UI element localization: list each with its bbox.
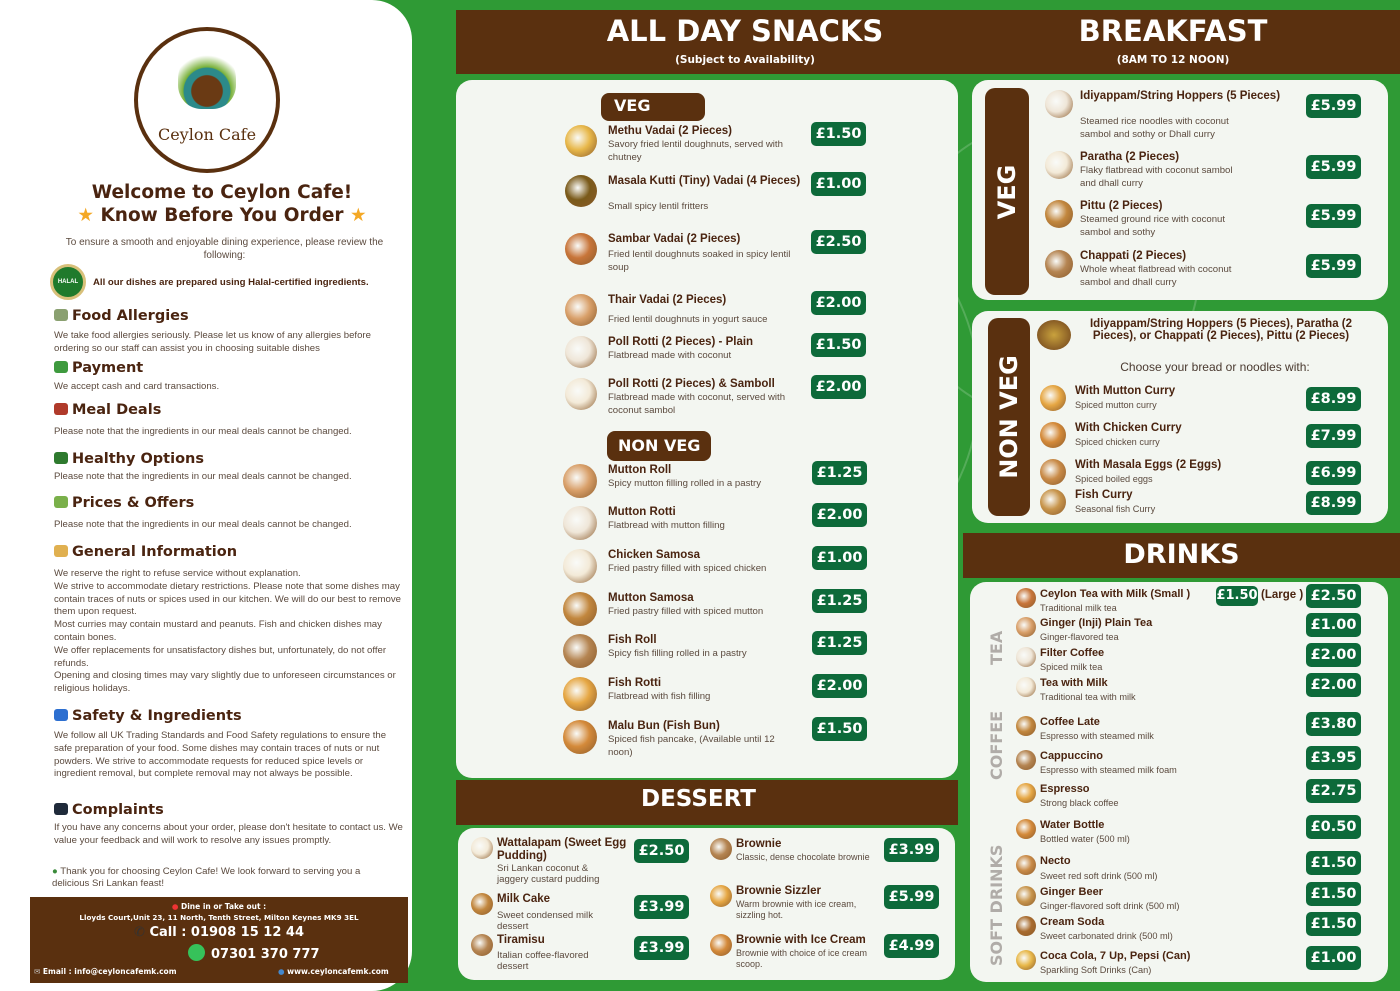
- price-badge: £1.25: [812, 461, 867, 485]
- snacks-nonveg-label: NON VEG: [607, 431, 711, 461]
- item-description: Spicy fish filling rolled in a pastry: [608, 648, 747, 659]
- item-description: Steamed rice noodles with coconut sambol and sothy or Dhall curry: [1080, 116, 1229, 140]
- milk-cake-icon: [471, 893, 493, 915]
- ginger-beer-icon: [1016, 886, 1036, 906]
- item-name: Brownie: [736, 838, 782, 850]
- breakfast-nonveg-label-text: NON VEG: [995, 355, 1023, 479]
- item-description: Flatbread with fish filling: [608, 691, 711, 702]
- pittu-2-pieces-icon: [1045, 200, 1073, 228]
- item-description: Spiced chicken curry: [1075, 437, 1160, 447]
- price-badge: £7.99: [1306, 424, 1361, 448]
- item-description: Warm brownie with ice cream, sizzling hot.: [736, 899, 857, 920]
- thanks-message: Thank you for choosing Ceylon Cafe! We look forward to serving you a delicious Sri Lankan feast!: [52, 866, 361, 889]
- whatsapp-number[interactable]: 07301 370 777: [211, 947, 320, 962]
- item-description: Savory fried lentil doughnuts, served with chutney: [608, 139, 783, 163]
- item-name: Coca Cola, 7 Up, Pepsi (Can): [1040, 950, 1191, 962]
- item-name: Milk Cake: [497, 893, 551, 905]
- item-name: Fish Curry: [1075, 489, 1133, 501]
- price-badge: £5.99: [1306, 254, 1361, 278]
- info-heading-text: Food Allergies: [72, 308, 189, 324]
- halal-icon: [50, 264, 86, 300]
- info-text: If you have any concerns about your order, please don't hesitate to contact us. We value your feedback and will work to resolve any issues promptly.: [54, 822, 403, 846]
- with-chicken-curry-icon: [1040, 422, 1066, 448]
- item-description: Fried lentil doughnuts in yogurt sauce: [608, 314, 768, 325]
- chappati-2-pieces-icon: [1045, 250, 1073, 278]
- combo-plate-icon: [1037, 320, 1071, 350]
- info-heading-text: Payment: [72, 360, 144, 376]
- info-heading-payment: [54, 359, 143, 377]
- item-description: Brownie with choice of ice cream scoop.: [736, 948, 868, 969]
- info-heading-text: Safety & Ingredients: [72, 708, 242, 724]
- money-wings-icon: [54, 496, 68, 508]
- info-heading-meal-deals: [54, 401, 161, 419]
- tiramisu-icon: [471, 934, 493, 956]
- price-badge: £1.50: [1306, 882, 1361, 906]
- price-badge: £2.00: [812, 674, 867, 698]
- poll-rotti-2-pieces-plain-icon: [565, 336, 597, 368]
- price-badge: £5.99: [884, 885, 939, 909]
- info-heading-text: Meal Deals: [72, 402, 162, 418]
- price-badge: £2.00: [811, 375, 866, 399]
- item-description: Classic, dense chocolate brownie: [736, 852, 870, 862]
- mutton-samosa-icon: [563, 592, 597, 626]
- item-name: With Chicken Curry: [1075, 422, 1182, 434]
- item-name: Mutton Roll: [608, 464, 672, 476]
- price-badge: £1.50: [811, 333, 866, 357]
- fish-roll-icon: [563, 634, 597, 668]
- chicken-samosa-icon: [563, 549, 597, 583]
- item-name: Mutton Rotti: [608, 506, 676, 518]
- item-name: Tea with Milk: [1040, 677, 1108, 689]
- item-description: Fried lentil doughnuts soaked in spicy lentil soup: [608, 249, 791, 273]
- soft-drinks-group-label: SOFT DRINKS: [987, 844, 1006, 966]
- thanks-text: [52, 866, 397, 890]
- price-badge: £2.50: [634, 839, 689, 863]
- item-name: Idiyappam/String Hoppers (5 Pieces): [1080, 90, 1281, 102]
- nonveg-combo-header: Idiyappam/String Hoppers (5 Pieces), Paratha (2 Pieces), or Chappati (2 Pieces), Pittu (2 Pieces): [1089, 318, 1353, 342]
- price-badge: £1.50: [1306, 912, 1361, 936]
- email-line: [34, 967, 177, 976]
- malu-bun-fish-bun-icon: [563, 720, 597, 754]
- contact-footer: [30, 897, 408, 983]
- phone-number[interactable]: Call : 01908 15 12 44: [149, 925, 304, 940]
- price-badge: £8.99: [1306, 491, 1361, 515]
- info-text: We accept cash and card transactions.: [54, 381, 220, 392]
- price-badge: £2.50: [1306, 584, 1361, 608]
- whatsapp-line: [188, 944, 320, 962]
- item-description: Espresso with steamed milk foam: [1040, 765, 1177, 775]
- thair-vadai-2-pieces-icon: [565, 294, 597, 326]
- drinks-header: [963, 533, 1400, 578]
- snacks-veg-label: VEG: [601, 93, 705, 121]
- info-text: We follow all UK Trading Standards and Food Safety regulations to ensure the safe preparation of your food. Some dishes may contain traces of nuts or nut powders. We strive to accommodate requests for reduced spice levels or ingredient removal, but complete removal may not always be possible.: [54, 730, 387, 780]
- item-name: Malu Bun (Fish Bun): [608, 720, 720, 732]
- price-badge: £4.99: [884, 934, 939, 958]
- breakfast-veg-label: [985, 88, 1029, 295]
- halal-note: All our dishes are prepared using Halal-certified ingredients.: [93, 277, 369, 288]
- price-badge: £1.50: [812, 717, 867, 741]
- know-title: [0, 205, 444, 226]
- necto-icon: [1016, 855, 1036, 875]
- item-name: Tiramisu: [497, 934, 545, 946]
- coffee-late-icon: [1016, 716, 1036, 736]
- brownie-icon: [710, 838, 732, 860]
- filter-coffee-icon: [1016, 647, 1036, 667]
- item-name: Necto: [1040, 855, 1071, 867]
- item-name: Fish Roll: [608, 634, 657, 646]
- item-description: Flaky flatbread with coconut sambol and dhall curry: [1080, 165, 1233, 189]
- item-description: Espresso with steamed milk: [1040, 731, 1154, 741]
- item-description: Seasonal fish Curry: [1075, 504, 1156, 514]
- price-badge: £1.25: [812, 589, 867, 613]
- price-badge: £5.99: [1306, 155, 1361, 179]
- price-badge: £5.99: [1306, 94, 1361, 118]
- price-badge: £3.99: [884, 838, 939, 862]
- water-bottle-icon: [1016, 819, 1036, 839]
- price-badge: £1.50: [811, 122, 866, 146]
- price-badge: £3.99: [634, 936, 689, 960]
- ceylon-tea-with-milk-small-icon: [1016, 588, 1036, 608]
- item-description: Spiced fish pancake, (Available until 12 noon): [608, 734, 775, 758]
- item-description: Flatbread with mutton filling: [608, 520, 725, 531]
- ceylon-tea-small-price: £1.50: [1216, 586, 1258, 606]
- info-heading-text: Complaints: [72, 802, 164, 818]
- paratha-2-pieces-icon: [1045, 151, 1073, 179]
- item-description: Traditional milk tea: [1040, 603, 1117, 613]
- price-badge: £3.80: [1306, 712, 1361, 736]
- price-badge: £2.50: [811, 230, 866, 254]
- breakfast-subtitle: (8AM TO 12 NOON): [1116, 54, 1230, 66]
- mutton-roll-icon: [563, 464, 597, 498]
- poll-rotti-2-pieces-samboll-icon: [565, 378, 597, 410]
- info-heading-general-information: [54, 543, 237, 561]
- breakfast-veg-label-text: VEG: [993, 164, 1021, 219]
- item-name: Ginger (Inji) Plain Tea: [1040, 617, 1153, 629]
- mail-icon: ✉: [34, 967, 41, 976]
- item-description: Spiced milk tea: [1040, 662, 1103, 672]
- breakfast-nonveg-label: [988, 318, 1030, 516]
- item-name: Sambar Vadai (2 Pieces): [608, 233, 741, 245]
- price-badge: £1.00: [811, 172, 866, 196]
- website-link[interactable]: www.ceyloncafemk.com: [287, 967, 389, 976]
- star-icon: ★: [349, 205, 367, 226]
- price-badge: £2.00: [1306, 643, 1361, 667]
- item-name: Espresso: [1040, 783, 1090, 795]
- item-name: Coffee Late: [1040, 716, 1100, 728]
- item-name: Chicken Samosa: [608, 549, 701, 561]
- item-name: Ginger Beer: [1040, 886, 1103, 898]
- dine-line: [30, 902, 408, 911]
- tea-with-milk-icon: [1016, 677, 1036, 697]
- price-badge: £1.00: [812, 546, 867, 570]
- item-description: Sri Lankan coconut & jaggery custard pudding: [497, 863, 600, 885]
- item-name: Poll Rotti (2 Pieces) & Samboll: [608, 378, 775, 390]
- price-badge: £2.00: [811, 291, 866, 315]
- methu-vadai-2-pieces-icon: [565, 125, 597, 157]
- nonveg-prompt: Choose your bread or noodles with:: [1120, 360, 1310, 374]
- item-description: Flatbread made with coconut, served with coconut sambol: [608, 392, 786, 416]
- item-description: Italian coffee-flavored dessert: [497, 950, 589, 972]
- memo-icon: [54, 545, 68, 557]
- price-badge: £2.00: [812, 503, 867, 527]
- item-description: Small spicy lentil fritters: [608, 201, 709, 212]
- item-name: Water Bottle: [1040, 819, 1105, 831]
- price-badge: £8.99: [1306, 387, 1361, 411]
- item-name: With Masala Eggs (2 Eggs): [1075, 459, 1222, 471]
- item-description: Flatbread made with coconut: [608, 350, 732, 361]
- item-description: Spiced boiled eggs: [1075, 474, 1153, 484]
- call-line: [30, 925, 408, 940]
- tea-group-label: TEA: [987, 630, 1006, 665]
- web-line: [278, 967, 389, 976]
- idiyappam-string-hoppers-5-pieces-icon: [1045, 90, 1073, 118]
- fish-rotti-icon: [563, 677, 597, 711]
- price-badge: £2.75: [1306, 779, 1361, 803]
- item-name: Chappati (2 Pieces): [1080, 250, 1187, 262]
- snacks-subtitle: (Subject to Availability): [675, 54, 815, 66]
- wattalapam-sweet-egg-pudding-icon: [471, 837, 493, 859]
- broccoli-icon: [54, 452, 68, 464]
- item-name: Fish Rotti: [608, 677, 662, 689]
- item-description: Fried pastry filled with spiced chicken: [608, 563, 767, 574]
- sambar-vadai-2-pieces-icon: [565, 233, 597, 265]
- info-text: We reserve the right to refuse service without explanation. We strive to accommodate dietary restrictions. Please note that some dishes may contain traces of nuts or spices used in our kitchen. We will do our best to remove them upon request. Most curries may contain mustard and peanuts. Fish and chicken dishes may contain bones. We offer replacements for unsatisfactory dishes but, unfortunately, do not offer refunds. Opening and closing times may vary slightly due to unforeseen circumstances or religious holidays.: [54, 568, 401, 695]
- info-heading-food-allergies: [54, 307, 189, 325]
- item-description: Fried pastry filled with spiced mutton: [608, 606, 764, 617]
- item-name: Brownie with Ice Cream: [736, 934, 866, 946]
- logo: [134, 27, 280, 173]
- item-name: Poll Rotti (2 Pieces) - Plain: [608, 336, 754, 348]
- globe-icon: ●: [278, 967, 285, 976]
- item-name: Cream Soda: [1040, 916, 1105, 928]
- know-text: Know Before You Order: [100, 205, 344, 226]
- intro-text: To ensure a smooth and enjoyable dining experience, please review the following:: [65, 237, 384, 261]
- item-description: Spiced mutton curry: [1075, 400, 1157, 410]
- money-icon: [54, 361, 68, 373]
- item-description: Sparkling Soft Drinks (Can): [1040, 965, 1152, 975]
- email-link[interactable]: Email : info@ceyloncafemk.com: [42, 967, 177, 976]
- item-name: Wattalapam (Sweet Egg Pudding): [497, 837, 627, 862]
- cappuccino-icon: [1016, 750, 1036, 770]
- price-badge: £1.00: [1306, 613, 1361, 637]
- price-badge: £1.50: [1306, 851, 1361, 875]
- item-name: Paratha (2 Pieces): [1080, 151, 1180, 163]
- price-badge: £3.95: [1306, 746, 1361, 770]
- fish-curry-icon: [1040, 489, 1066, 515]
- item-description: Sweet carbonated drink (500 ml): [1040, 931, 1173, 941]
- mutton-rotti-icon: [563, 506, 597, 540]
- item-description: Traditional tea with milk: [1040, 692, 1136, 702]
- info-heading-prices-offers: [54, 494, 194, 512]
- item-name: Mutton Samosa: [608, 592, 694, 604]
- item-name: Thair Vadai (2 Pieces): [608, 294, 727, 306]
- info-text: Please note that the ingredients in our meal deals cannot be changed.: [54, 519, 352, 530]
- info-text: We take food allergies seriously. Please let us know of any allergies before ordering so our staff can assist you in choosing suitable dishes: [54, 330, 371, 354]
- info-heading-text: Healthy Options: [72, 451, 205, 467]
- dine-text: Dine in or Take out :: [180, 902, 267, 911]
- dessert-title: DESSERT: [641, 786, 756, 812]
- cream-soda-icon: [1016, 916, 1036, 936]
- espresso-icon: [1016, 783, 1036, 803]
- coffee-group-label: COFFEE: [987, 710, 1006, 780]
- price-badge: £0.50: [1306, 815, 1361, 839]
- item-description: Sweet condensed milk dessert: [497, 910, 593, 932]
- with-mutton-curry-icon: [1040, 385, 1066, 411]
- info-text: Please note that the ingredients in our meal deals cannot be changed.: [54, 426, 352, 437]
- drinks-title: DRINKS: [1123, 539, 1240, 570]
- with-masala-eggs-2-eggs-icon: [1040, 459, 1066, 485]
- price-badge: £5.99: [1306, 204, 1361, 228]
- brownie-with-ice-cream-icon: [710, 934, 732, 956]
- item-description: Sweet red soft drink (500 ml): [1040, 871, 1158, 881]
- logo-text: Ceylon Cafe: [157, 125, 257, 144]
- coca-cola-7-up-pepsi-can-icon: [1016, 950, 1036, 970]
- price-badge: £2.00: [1306, 673, 1361, 697]
- shield-icon: [54, 709, 68, 721]
- item-description: Ginger-flavored soft drink (500 ml): [1040, 901, 1180, 911]
- welcome-title: Welcome to Ceylon Cafe!: [91, 182, 353, 203]
- price-badge: £1.00: [1306, 946, 1361, 970]
- item-name: Filter Coffee: [1040, 647, 1105, 659]
- item-name: Pittu (2 Pieces): [1080, 200, 1163, 212]
- pin-icon: ●: [171, 902, 179, 911]
- brownie-sizzler-icon: [710, 885, 732, 907]
- info-panel: [0, 0, 412, 991]
- info-heading-text: Prices & Offers: [72, 495, 195, 511]
- peacock-cup-icon: [178, 49, 236, 109]
- item-description: Whole wheat flatbread with coconut sambol and dhall curry: [1080, 264, 1232, 288]
- info-heading-healthy-options: [54, 450, 204, 468]
- halal-badge-text: HALAL: [57, 279, 79, 285]
- item-name: Methu Vadai (2 Pieces): [608, 125, 732, 137]
- price-badge: £3.99: [634, 895, 689, 919]
- item-description: Ginger-flavored tea: [1040, 632, 1119, 642]
- masala-kutti-tiny-vadai-4-pieces-icon: [565, 175, 597, 207]
- item-name: Masala Kutti (Tiny) Vadai (4 Pieces): [608, 175, 801, 187]
- phone-icon: [54, 803, 68, 815]
- info-heading-complaints: [54, 801, 164, 819]
- breakfast-title: BREAKFAST: [1078, 14, 1268, 48]
- star-icon: ★: [77, 205, 95, 226]
- top-header-bar: [456, 10, 1400, 74]
- item-description: Steamed ground rice with coconut sambol and sothy: [1080, 214, 1226, 238]
- whatsapp-icon: [188, 944, 205, 961]
- item-name: Brownie Sizzler: [736, 885, 821, 897]
- item-description: Bottled water (500 ml): [1040, 834, 1130, 844]
- item-name: Cappuccino: [1040, 750, 1103, 762]
- info-text: Please note that the ingredients in our meal deals cannot be changed.: [54, 471, 352, 482]
- item-description: Spicy mutton filling rolled in a pastry: [608, 478, 762, 489]
- info-heading-safety-ingredients: [54, 707, 242, 725]
- phone-icon: ✆: [134, 925, 145, 940]
- ceylon-tea-large-label: (Large ): [1261, 589, 1304, 601]
- globe-icon: ●: [52, 866, 58, 877]
- ginger-inji-plain-tea-icon: [1016, 617, 1036, 637]
- bento-icon: [54, 403, 68, 415]
- item-name: Ceylon Tea with Milk (Small ): [1040, 588, 1191, 600]
- info-heading-text: General Information: [72, 544, 238, 560]
- item-name: With Mutton Curry: [1075, 385, 1176, 397]
- price-badge: £6.99: [1306, 461, 1361, 485]
- salad-icon: [54, 309, 68, 321]
- dessert-header: [456, 780, 958, 825]
- snacks-title: ALL DAY SNACKS: [606, 14, 884, 48]
- address: Lloyds Court,Unit 23, 11 North, Tenth Street, Milton Keynes MK9 3EL: [79, 913, 359, 922]
- price-badge: £1.25: [812, 631, 867, 655]
- item-description: Strong black coffee: [1040, 798, 1119, 808]
